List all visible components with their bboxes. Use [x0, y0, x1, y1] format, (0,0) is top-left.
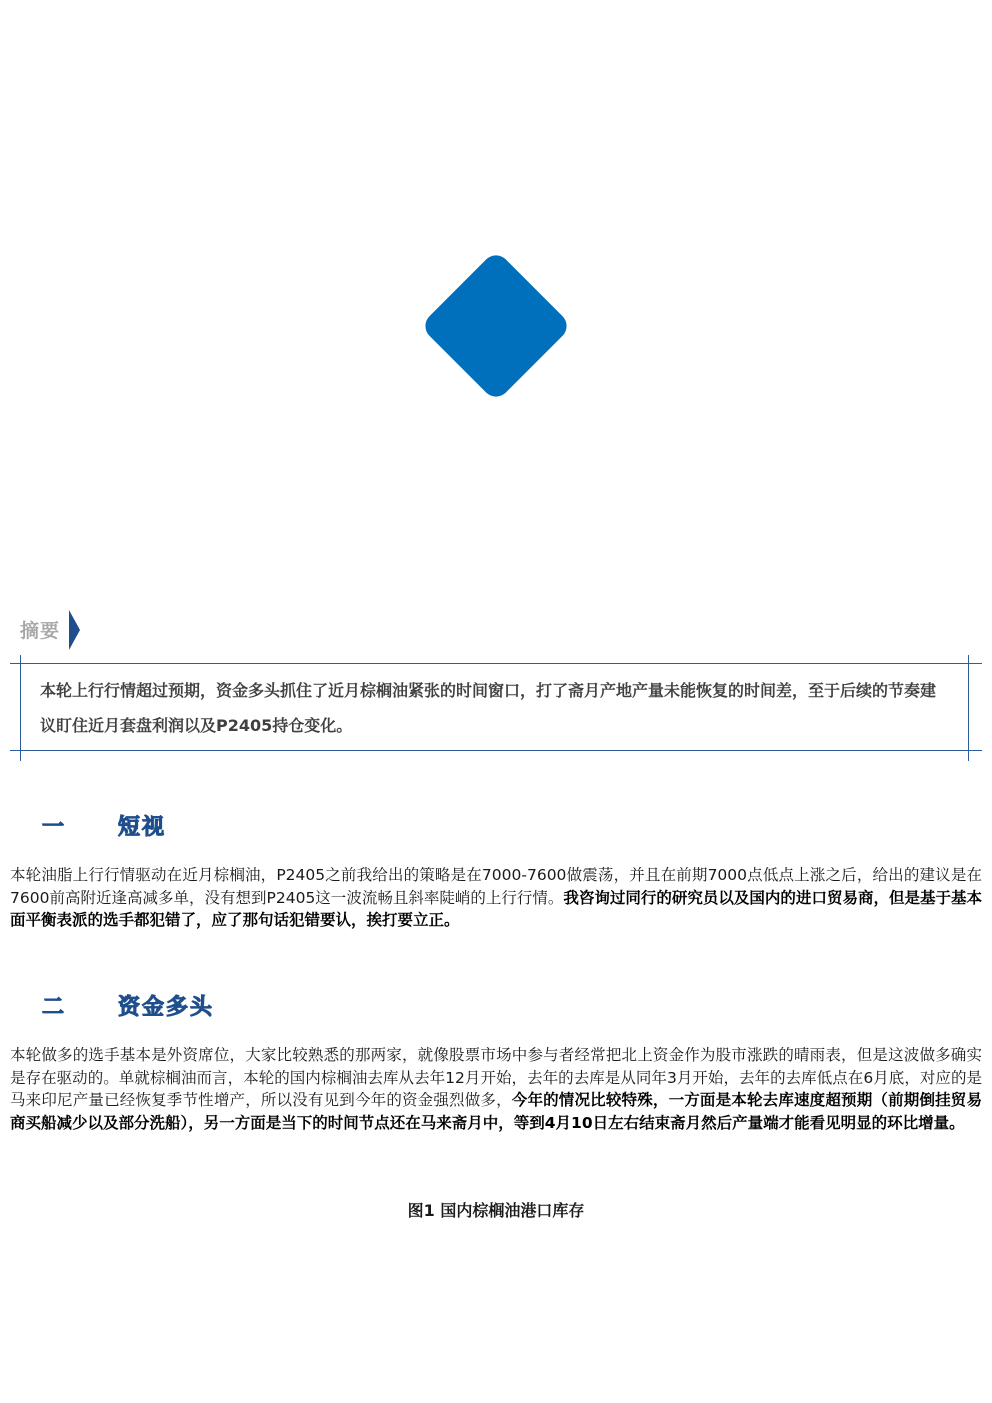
- section-1-heading: [42, 808, 166, 842]
- section-1-title: 短视: [118, 814, 167, 840]
- section-2-number: 二: [42, 994, 67, 1020]
- section-2-heading: [42, 988, 214, 1022]
- summary-box: [10, 655, 982, 761]
- summary-label: 摘要: [20, 620, 61, 642]
- summary-top-rule: [10, 663, 982, 664]
- logo-diamond-icon: [420, 250, 573, 403]
- section-2-title: 资金多头: [118, 994, 215, 1020]
- section-2-bold-text: 今年的情况比较特殊，一方面是本轮去库速度超预期（前期倒挂贸易商买船减少以及部分洗船），另一方面是当下的时间节点还在马来斋月中，等到4月10日左右结束斋月然后产量端才能看见明显的环比增量。: [10, 1091, 982, 1132]
- summary-arrow-icon: [69, 610, 80, 650]
- summary-bottom-rule: [10, 750, 982, 751]
- summary-left-rule: [20, 655, 21, 761]
- figure-caption: 图1 国内棕榈油港口库存: [407, 1201, 585, 1220]
- section-1-text: 本轮油脂上行行情驱动在近月棕榈油，P2405之前我给出的策略是在7000-7600做震荡，并且在前期7000点低点上涨之后，给出的建议是在7600前高附近逢高减多单，没有想到P2405这一波流畅且斜率陡峭的上行行情。: [10, 866, 982, 907]
- section-1-number: 一: [42, 814, 67, 840]
- section-2-paragraph: [10, 1044, 982, 1134]
- section-1-bold-text: 我咨询过同行的研究员以及国内的进口贸易商，但是基于基本面平衡表派的选手都犯错了，应了那句话犯错要认，挨打要立正。: [10, 888, 982, 929]
- section-1-paragraph: [10, 864, 982, 932]
- summary-text: 本轮上行行情超过预期，资金多头抓住了近月棕榈油紧张的时间窗口，打了斋月产地产量未能恢复的时间差，至于后续的节奏建议盯住近月套盘利润以及P2405持仓变化。: [40, 681, 937, 735]
- summary-right-rule: [968, 655, 969, 761]
- section-2-text: 本轮做多的选手基本是外资席位，大家比较熟悉的那两家，就像股票市场中参与者经常把北上资金作为股市涨跌的晴雨表，但是这波做多确实是存在驱动的。单就棕榈油而言，本轮的国内棕榈油去库从去年12月开始，去年的去库是从同年3月开始，去年的去库低点在6月底，对应的是马来印尼产量已经恢复季节性增产，所以没有见到今年的资金强烈做多，: [10, 1046, 982, 1109]
